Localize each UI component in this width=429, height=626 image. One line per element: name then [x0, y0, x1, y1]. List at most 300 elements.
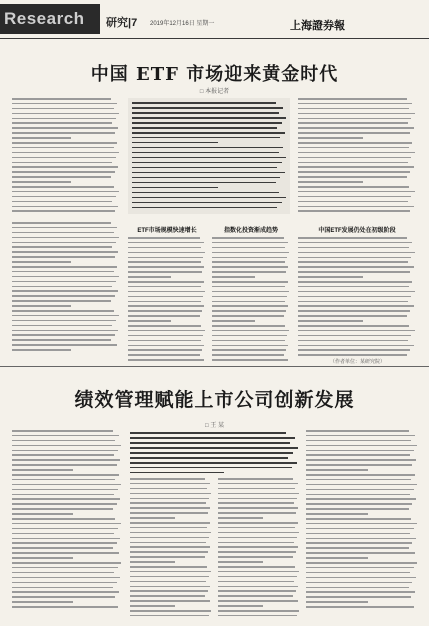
text-line — [298, 98, 407, 100]
text-line — [130, 561, 175, 563]
text-line — [298, 137, 363, 139]
text-line — [12, 528, 118, 530]
text-line — [298, 315, 407, 317]
text-line — [218, 507, 298, 509]
text-line — [132, 107, 283, 109]
text-line — [12, 127, 118, 129]
text-line — [128, 315, 200, 317]
subhead-1: ETF市场规模快速增长 — [137, 228, 197, 234]
text-line — [298, 113, 415, 115]
text-line — [218, 605, 263, 607]
text-line — [12, 547, 113, 549]
text-line — [12, 206, 118, 208]
text-line — [218, 522, 298, 524]
text-line — [130, 507, 210, 509]
text-line — [306, 523, 417, 525]
text-line — [212, 315, 284, 317]
text-line — [218, 556, 293, 558]
text-line — [12, 577, 120, 579]
text-line — [130, 447, 298, 449]
section-ribbon — [0, 4, 100, 34]
text-line — [306, 440, 411, 442]
text-line — [132, 177, 280, 179]
text-line — [12, 242, 116, 244]
text-line — [132, 102, 276, 104]
text-line — [212, 276, 255, 278]
text-line — [298, 176, 407, 178]
text-line — [218, 483, 298, 485]
text-line — [128, 242, 204, 244]
text-line — [212, 325, 285, 327]
text-line — [298, 320, 363, 322]
text-line — [12, 305, 71, 307]
text-line — [12, 450, 118, 452]
text-line — [298, 166, 414, 168]
text-line — [218, 551, 296, 553]
text-line — [298, 142, 412, 144]
text-line — [128, 349, 202, 351]
text-line — [128, 291, 205, 293]
article-1-column-1 — [12, 98, 120, 215]
article-1-column-4 — [298, 98, 416, 215]
text-line — [12, 533, 114, 535]
text-line — [306, 562, 417, 564]
text-line — [298, 206, 414, 208]
text-line — [12, 276, 119, 278]
text-line — [12, 464, 117, 466]
text-line — [128, 301, 201, 303]
text-line — [128, 305, 204, 307]
text-line — [12, 557, 73, 559]
text-line — [218, 527, 295, 529]
text-line — [212, 247, 285, 249]
section-label: 研究|7 — [106, 17, 138, 29]
text-line — [12, 281, 116, 283]
text-line — [130, 566, 207, 568]
text-line — [212, 320, 255, 322]
text-line — [306, 591, 415, 593]
text-line — [298, 271, 410, 273]
text-line — [306, 450, 414, 452]
text-line — [130, 600, 210, 602]
text-line — [306, 528, 414, 530]
text-line — [12, 222, 111, 224]
text-line — [12, 315, 119, 317]
text-line — [306, 494, 410, 496]
text-line — [12, 201, 112, 203]
text-line — [212, 257, 287, 259]
text-line — [12, 271, 114, 273]
text-line — [12, 459, 120, 461]
text-line — [298, 171, 410, 173]
text-line — [298, 210, 410, 212]
text-line — [212, 242, 288, 244]
text-line — [306, 533, 410, 535]
text-line — [128, 296, 203, 298]
text-line — [128, 345, 204, 347]
text-line — [130, 571, 211, 573]
text-line — [212, 252, 289, 254]
text-line — [130, 437, 295, 439]
text-line — [298, 349, 410, 351]
text-line — [306, 489, 414, 491]
text-line — [130, 472, 224, 474]
text-line — [306, 459, 416, 461]
text-line — [12, 191, 119, 193]
text-line — [306, 577, 416, 579]
text-line — [130, 462, 297, 464]
text-line — [212, 345, 288, 347]
text-line — [306, 503, 412, 505]
subhead-2: 指数化投资渐成趋势 — [223, 228, 278, 234]
text-line — [298, 266, 414, 268]
text-line — [12, 103, 117, 105]
text-line — [12, 479, 115, 481]
text-line — [298, 132, 410, 134]
text-line — [298, 122, 408, 124]
text-line — [132, 162, 282, 164]
text-line — [12, 261, 71, 263]
text-line — [218, 537, 297, 539]
text-line — [130, 610, 211, 612]
text-line — [12, 246, 112, 248]
text-line — [12, 542, 117, 544]
text-line — [132, 167, 277, 169]
text-line — [12, 349, 71, 351]
text-line — [12, 122, 112, 124]
text-line — [298, 237, 407, 239]
text-line — [212, 330, 289, 332]
text-line — [298, 354, 407, 356]
text-line — [128, 261, 201, 263]
text-line — [12, 484, 121, 486]
text-line — [130, 590, 208, 592]
text-line — [218, 493, 299, 495]
text-line — [218, 532, 299, 534]
text-line — [132, 172, 285, 174]
text-line — [132, 137, 280, 139]
text-line — [12, 286, 112, 288]
text-line — [12, 142, 117, 144]
text-line — [130, 502, 206, 504]
text-line — [212, 354, 284, 356]
text-line — [132, 147, 283, 149]
text-line — [218, 502, 294, 504]
text-line — [306, 552, 415, 554]
text-line — [12, 330, 118, 332]
text-line — [12, 572, 114, 574]
text-line — [298, 191, 415, 193]
text-line — [12, 210, 115, 212]
text-line — [306, 445, 417, 447]
text-line — [132, 187, 218, 189]
text-line — [12, 469, 73, 471]
text-line — [12, 334, 115, 336]
article-1-title: 中国 ETF 市场迎来黄金时代 — [90, 64, 339, 85]
text-line — [128, 320, 171, 322]
text-line — [298, 291, 415, 293]
text-line — [298, 261, 408, 263]
text-line — [12, 186, 114, 188]
text-line — [298, 276, 363, 278]
text-line — [218, 561, 263, 563]
text-line — [130, 605, 175, 607]
text-line — [298, 257, 411, 259]
text-line — [12, 162, 112, 164]
text-line — [132, 192, 279, 194]
text-line — [298, 345, 414, 347]
text-line — [306, 498, 416, 500]
text-line — [218, 498, 297, 500]
text-line — [130, 586, 210, 588]
text-line — [298, 108, 409, 110]
text-line — [306, 430, 409, 432]
text-line — [128, 266, 204, 268]
text-line — [306, 454, 410, 456]
text-line — [306, 479, 411, 481]
text-line — [218, 576, 297, 578]
text-line — [12, 295, 115, 297]
text-line — [132, 117, 286, 119]
text-line — [12, 508, 113, 510]
section-label-en: Research — [4, 9, 85, 28]
text-line — [130, 522, 210, 524]
text-line — [298, 247, 409, 249]
text-line — [218, 610, 299, 612]
text-line — [12, 440, 115, 442]
text-line — [12, 256, 115, 258]
article-1-lead — [132, 102, 288, 212]
text-line — [306, 547, 409, 549]
text-line — [12, 147, 114, 149]
text-line — [128, 271, 202, 273]
text-line — [132, 122, 282, 124]
text-line — [12, 567, 118, 569]
article-2-column-3 — [218, 478, 300, 620]
text-line — [128, 252, 205, 254]
text-line — [298, 103, 412, 105]
text-line — [306, 469, 368, 471]
text-line — [306, 484, 417, 486]
text-line — [130, 478, 205, 480]
article-2-column-2 — [130, 478, 212, 620]
text-line — [212, 286, 285, 288]
text-line — [128, 257, 203, 259]
text-line — [218, 517, 263, 519]
text-line — [218, 615, 297, 617]
text-line — [12, 552, 119, 554]
text-line — [212, 291, 289, 293]
text-line — [298, 147, 409, 149]
text-line — [218, 512, 296, 514]
text-line — [306, 474, 415, 476]
text-line — [12, 454, 114, 456]
text-line — [12, 98, 111, 100]
issue-date: 2019年12月16日 星期一 — [150, 21, 215, 27]
text-line — [212, 271, 286, 273]
text-line — [12, 445, 121, 447]
text-line — [130, 498, 209, 500]
text-line — [12, 251, 118, 253]
text-line — [130, 442, 290, 444]
text-line — [218, 488, 295, 490]
text-line — [218, 586, 298, 588]
text-line — [12, 300, 111, 302]
text-line — [130, 488, 207, 490]
text-line — [130, 595, 205, 597]
text-line — [12, 137, 71, 139]
text-line — [12, 591, 119, 593]
text-line — [298, 335, 411, 337]
text-line — [298, 301, 408, 303]
text-line — [12, 606, 118, 608]
article-divider — [0, 366, 429, 367]
text-line — [132, 202, 282, 204]
text-line — [130, 517, 175, 519]
text-line — [128, 340, 201, 342]
text-line — [12, 232, 114, 234]
text-line — [130, 615, 209, 617]
text-line — [130, 532, 211, 534]
text-line — [12, 503, 117, 505]
text-line — [298, 296, 411, 298]
text-line — [306, 513, 368, 515]
text-line — [12, 518, 115, 520]
text-line — [298, 252, 415, 254]
text-line — [130, 542, 206, 544]
text-line — [306, 435, 415, 437]
text-line — [298, 340, 408, 342]
text-line — [212, 266, 288, 268]
text-line — [298, 127, 414, 129]
article-2-lead — [130, 432, 300, 477]
text-line — [298, 286, 409, 288]
text-line — [132, 127, 277, 129]
text-line — [218, 546, 298, 548]
text-line — [12, 339, 111, 341]
page-header — [0, 0, 429, 38]
text-line — [128, 359, 204, 361]
text-line — [128, 330, 205, 332]
text-line — [132, 142, 218, 144]
text-line — [12, 108, 114, 110]
text-line — [12, 227, 117, 229]
text-line — [12, 113, 119, 115]
text-line — [12, 181, 71, 183]
text-line — [218, 600, 298, 602]
text-line — [212, 349, 286, 351]
article-2-column-4 — [306, 430, 418, 611]
text-line — [298, 330, 415, 332]
article-2-byline: □ 王 某 — [205, 423, 224, 429]
text-line — [298, 305, 414, 307]
text-line — [306, 572, 410, 574]
text-line — [306, 464, 412, 466]
text-line — [306, 557, 368, 559]
text-line — [212, 310, 286, 312]
text-line — [128, 281, 204, 283]
text-line — [298, 181, 363, 183]
text-line — [212, 296, 287, 298]
text-line — [306, 518, 411, 520]
header-rule — [0, 38, 429, 39]
text-line — [12, 171, 115, 173]
text-line — [212, 359, 288, 361]
text-line — [298, 201, 408, 203]
text-line — [128, 247, 201, 249]
text-line — [132, 182, 276, 184]
text-line — [298, 325, 409, 327]
text-line — [130, 452, 293, 454]
text-line — [12, 118, 116, 120]
text-line — [128, 335, 203, 337]
text-line — [130, 556, 205, 558]
text-line — [218, 595, 293, 597]
text-line — [130, 457, 288, 459]
text-line — [12, 494, 114, 496]
text-line — [132, 207, 277, 209]
text-line — [298, 196, 411, 198]
text-line — [12, 310, 114, 312]
text-line — [132, 112, 279, 114]
subhead-3: 中国ETF发展仍处在初级阶段 — [318, 228, 396, 234]
text-line — [298, 152, 415, 154]
article-2-title: 绩效管理赋能上市公司创新发展 — [74, 389, 355, 411]
text-line — [12, 157, 116, 159]
text-line — [218, 542, 294, 544]
text-line — [12, 435, 119, 437]
text-line — [12, 325, 112, 327]
text-line — [212, 340, 285, 342]
text-line — [298, 186, 409, 188]
text-line — [212, 335, 287, 337]
text-line — [132, 157, 286, 159]
text-line — [132, 197, 286, 199]
text-line — [130, 546, 210, 548]
text-line — [12, 152, 119, 154]
text-line — [298, 281, 412, 283]
text-line — [298, 242, 412, 244]
text-line — [306, 606, 414, 608]
text-line — [12, 176, 111, 178]
text-line — [218, 581, 294, 583]
text-line — [12, 513, 73, 515]
text-line — [298, 162, 408, 164]
text-line — [12, 596, 115, 598]
text-line — [12, 132, 115, 134]
text-line — [212, 301, 285, 303]
text-line — [212, 281, 288, 283]
text-line — [306, 601, 368, 603]
text-line — [130, 512, 208, 514]
text-line — [130, 576, 209, 578]
text-line — [218, 571, 299, 573]
text-line — [132, 152, 279, 154]
article-1-byline: □ 本报记者 — [199, 89, 230, 95]
text-line — [306, 508, 409, 510]
text-line — [130, 581, 206, 583]
text-line — [12, 320, 116, 322]
text-line — [306, 567, 414, 569]
text-line — [128, 325, 201, 327]
text-line — [212, 237, 284, 239]
text-line — [12, 562, 121, 564]
text-line — [128, 354, 200, 356]
text-line — [130, 551, 208, 553]
text-line — [128, 276, 171, 278]
text-line — [12, 489, 118, 491]
text-line — [132, 132, 285, 134]
